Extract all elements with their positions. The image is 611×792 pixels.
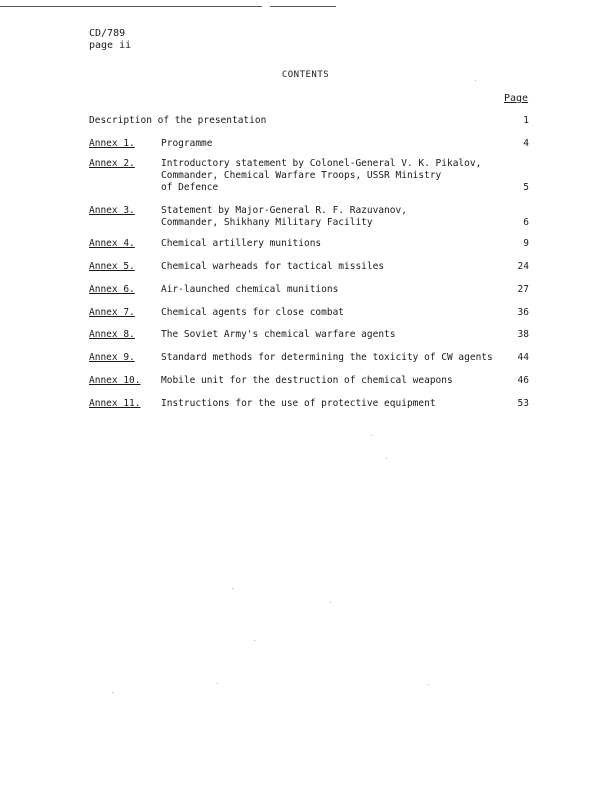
toc-annex-label: Annex 2. xyxy=(89,158,135,169)
toc-annex-label: Annex 1. xyxy=(89,138,135,149)
scan-speck xyxy=(112,692,113,693)
toc-entry-page: 27 xyxy=(517,284,529,295)
scan-speck xyxy=(254,640,255,641)
scan-speck xyxy=(475,80,476,81)
toc-annex-label: Annex 10. xyxy=(89,375,141,386)
toc-annex-label: Annex 9. xyxy=(89,352,135,363)
toc-entry-page: 9 xyxy=(523,238,529,249)
toc-entry-title: Chemical warheads for tactical missiles xyxy=(161,261,385,272)
scan-speck xyxy=(428,684,429,685)
toc-entry-title: Description of the presentation xyxy=(89,115,267,126)
toc-annex-label: Annex 7. xyxy=(89,307,135,318)
toc-entry-page: 6 xyxy=(523,217,529,228)
toc-entry-title: Mobile unit for the destruction of chemical weapons xyxy=(161,375,453,386)
toc-entry-page: 44 xyxy=(517,352,529,363)
toc-annex-label: Annex 4. xyxy=(89,238,135,249)
document-reference: CD/789 xyxy=(89,28,126,39)
toc-entry-page: 36 xyxy=(517,307,529,318)
toc-entry-page: 53 xyxy=(517,398,529,409)
toc-annex-label: Annex 3. xyxy=(89,205,135,216)
toc-annex-label: Annex 5. xyxy=(89,261,135,272)
scan-speck xyxy=(232,588,233,589)
toc-entry-page: 24 xyxy=(517,261,529,272)
toc-entry-title: Chemical artillery munitions xyxy=(161,238,322,249)
page-reference: page ii xyxy=(89,40,132,51)
toc-entry-title: Introductory statement by Colonel-General V. K. Pikalov, Commander, Chemical Warfare Troops, USSR Ministry of Defence xyxy=(161,158,482,193)
toc-entry-title: Statement by Major-General R. F. Razuvanov, Commander, Shikhany Military Facility xyxy=(161,205,407,228)
document-header xyxy=(89,28,131,52)
toc-annex-label: Annex 6. xyxy=(89,284,135,295)
toc-entry-title: Programme xyxy=(161,138,213,149)
toc-entry-title: Air-launched chemical munitions xyxy=(161,284,339,295)
toc-entry-title: The Soviet Army's chemical warfare agents xyxy=(161,329,396,340)
scan-speck xyxy=(330,602,331,603)
toc-entry-page: 1 xyxy=(523,115,529,126)
toc-entry-page: 5 xyxy=(523,182,529,193)
toc-entry-title: Chemical agents for close combat xyxy=(161,307,345,318)
contents-title: CONTENTS xyxy=(281,70,330,80)
toc-entry-page: 46 xyxy=(517,375,529,386)
toc-annex-label: Annex 11. xyxy=(89,398,141,409)
top-rule-right xyxy=(270,6,336,7)
toc-annex-label: Annex 8. xyxy=(89,329,135,340)
scan-speck xyxy=(386,458,387,459)
toc-entry-page: 38 xyxy=(517,329,529,340)
top-rule xyxy=(0,6,262,7)
toc-entry-title: Instructions for the use of protective equipment xyxy=(161,398,436,409)
toc-entry-title: Standard methods for determining the toxicity of CW agents xyxy=(161,352,493,363)
scan-speck xyxy=(371,435,372,436)
page-column-heading: Page xyxy=(504,93,529,104)
toc-entry-page: 4 xyxy=(523,138,529,149)
scan-speck xyxy=(217,683,218,684)
